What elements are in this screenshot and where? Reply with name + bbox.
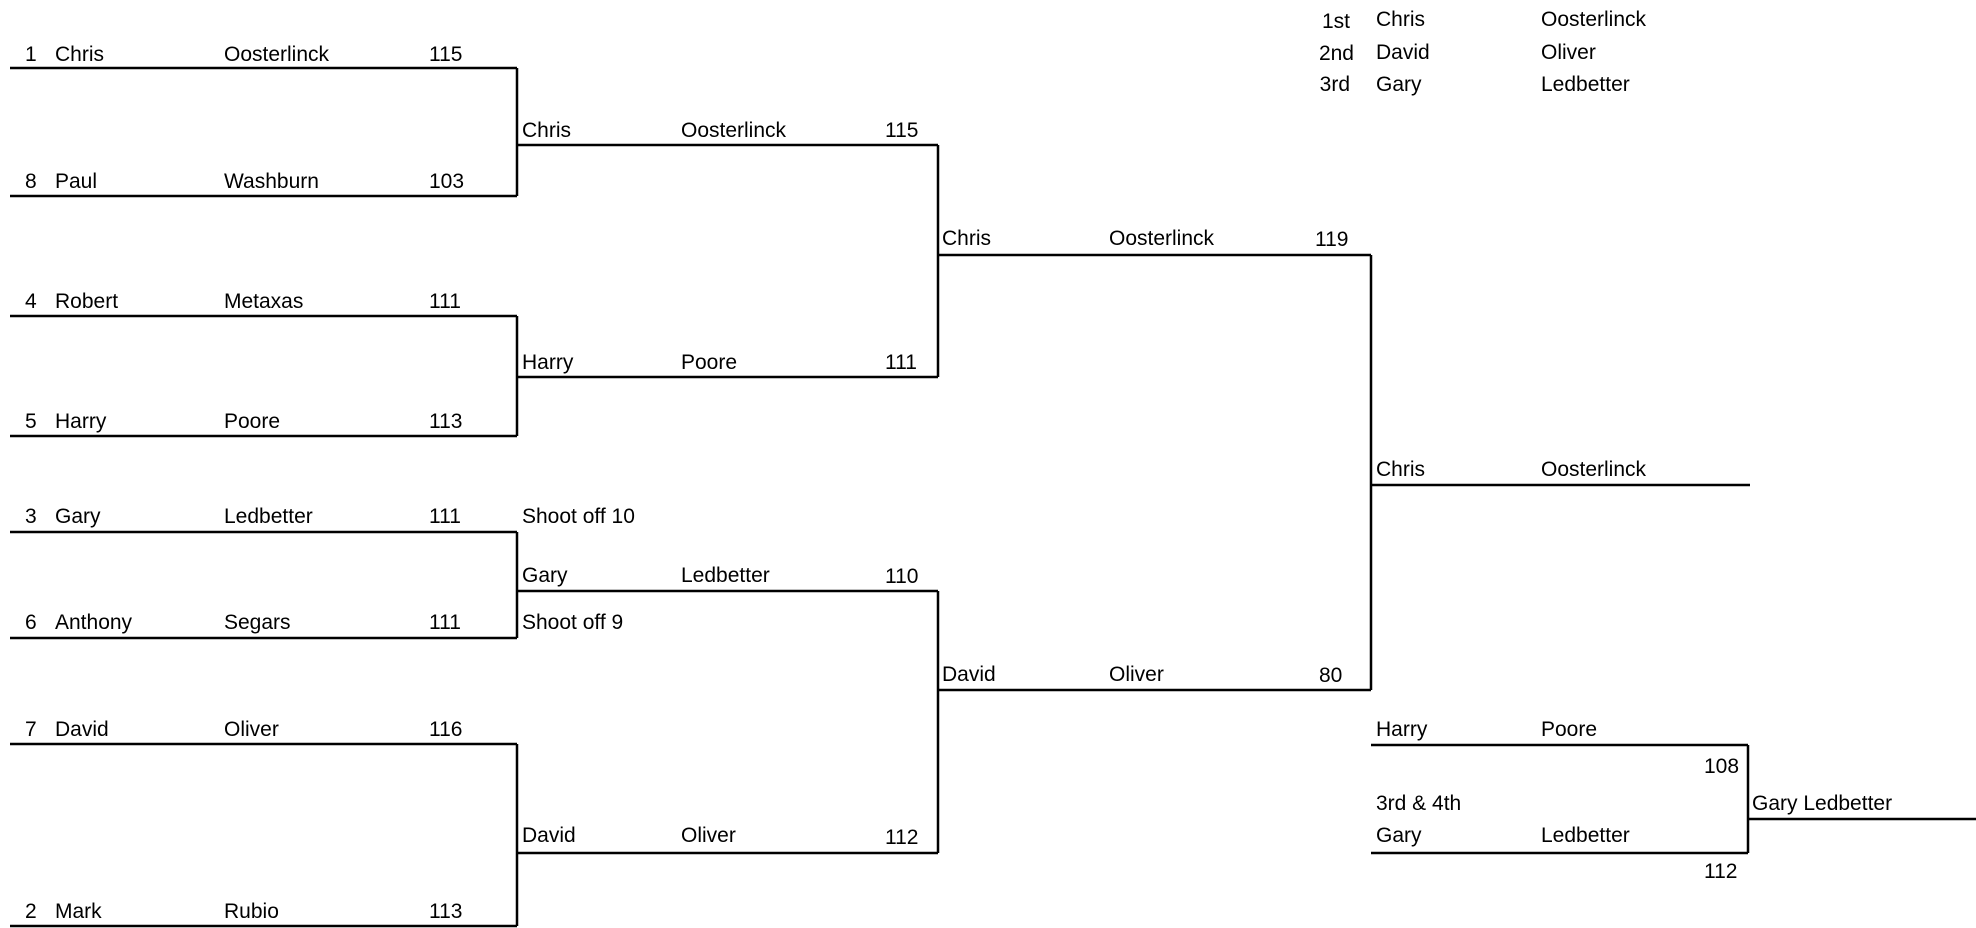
- third-place-match: [1376, 718, 1892, 883]
- seed: 3: [25, 505, 37, 528]
- first-name: Mark: [55, 900, 102, 923]
- r1-entry-8: [25, 900, 462, 923]
- first-name: David: [942, 663, 996, 686]
- podium-3rd: [1320, 73, 1630, 96]
- first-name: Gary: [55, 505, 101, 528]
- third-place-winner: Gary Ledbetter: [1752, 792, 1893, 815]
- score: 116: [429, 718, 463, 741]
- shootoff-note: Shoot off 9: [522, 611, 624, 634]
- champion-entry: [1376, 458, 1647, 481]
- score: 80: [1319, 664, 1343, 687]
- seed: 4: [25, 290, 37, 313]
- first-name: David: [1376, 41, 1430, 64]
- score: 111: [885, 351, 917, 374]
- score: 115: [885, 119, 919, 142]
- score: 103: [429, 170, 465, 193]
- round2-entries: [522, 119, 918, 849]
- last-name: Ledbetter: [1541, 73, 1630, 96]
- shootoff-note: Shoot off 10: [522, 505, 635, 528]
- podium-1st: [1322, 8, 1647, 33]
- first-name: Gary: [1376, 73, 1422, 96]
- score: 112: [885, 826, 919, 849]
- r2-entry-4: [522, 824, 918, 849]
- last-name: Oosterlinck: [681, 119, 787, 142]
- score: 119: [1315, 228, 1349, 251]
- score: 115: [429, 43, 463, 66]
- r2-entry-2: [522, 351, 917, 374]
- r1-entry-5: [25, 505, 461, 528]
- seed: 8: [25, 170, 37, 193]
- seed: 2: [25, 900, 37, 923]
- last-name: Oliver: [1109, 663, 1164, 686]
- third-place-label: 3rd & 4th: [1376, 792, 1462, 815]
- seed: 7: [25, 718, 37, 741]
- r1-entry-4: [25, 410, 462, 433]
- score: 111: [429, 611, 461, 634]
- last-name: Oliver: [1541, 41, 1596, 64]
- r2-entry-1: [522, 119, 918, 142]
- last-name: Metaxas: [224, 290, 304, 313]
- third-place-top-score: 108: [1704, 755, 1740, 778]
- last-name: Oosterlinck: [1541, 8, 1647, 31]
- round3-entries: [942, 227, 1348, 687]
- seed: 5: [25, 410, 37, 433]
- place-label: 3rd: [1319, 73, 1350, 96]
- last-name: Ledbetter: [224, 505, 313, 528]
- last-name: Poore: [681, 351, 738, 374]
- place-label: 2nd: [1318, 42, 1354, 65]
- bracket-lines: [10, 68, 1976, 926]
- first-name: Chris: [1376, 458, 1426, 481]
- last-name: Washburn: [224, 170, 319, 193]
- last-name: Ledbetter: [681, 564, 770, 587]
- first-name: David: [522, 824, 576, 847]
- last-name: Oliver: [681, 824, 736, 847]
- r1-entry-2: [25, 170, 464, 193]
- first-name: Gary: [522, 564, 568, 587]
- podium-2nd: [1319, 41, 1596, 65]
- score: 113: [429, 410, 463, 433]
- first-name: David: [55, 718, 109, 741]
- third-place-top-last: Poore: [1541, 718, 1598, 741]
- last-name: Poore: [224, 410, 281, 433]
- r2-entry-3: [522, 564, 918, 588]
- third-place-bottom-last: Ledbetter: [1541, 824, 1630, 847]
- r1-entry-7: [25, 718, 462, 741]
- score: 110: [885, 565, 919, 588]
- r1-entry-1: [25, 43, 462, 66]
- score: 111: [429, 505, 461, 528]
- first-name: Chris: [942, 227, 992, 250]
- r3-entry-2: [942, 663, 1342, 687]
- seed: 6: [25, 611, 37, 634]
- last-name: Oosterlinck: [1541, 458, 1647, 481]
- first-name: Paul: [55, 170, 98, 193]
- first-name: Chris: [55, 43, 105, 66]
- score: 113: [429, 900, 463, 923]
- round1-entries: [25, 43, 464, 923]
- first-name: Harry: [522, 351, 574, 374]
- first-name: Chris: [1376, 8, 1426, 31]
- r3-entry-1: [942, 227, 1348, 251]
- place-label: 1st: [1321, 10, 1350, 33]
- third-place-bottom-first: Gary: [1376, 824, 1422, 847]
- first-name: Robert: [55, 290, 119, 313]
- r1-entry-3: [25, 290, 461, 313]
- last-name: Segars: [224, 611, 291, 634]
- first-name: Chris: [522, 119, 572, 142]
- last-name: Oliver: [224, 718, 279, 741]
- third-place-bottom-score: 112: [1704, 860, 1738, 883]
- last-name: Oosterlinck: [1109, 227, 1215, 250]
- first-name: Harry: [55, 410, 107, 433]
- podium: [1319, 8, 1647, 96]
- last-name: Oosterlinck: [224, 43, 330, 66]
- third-place-top-first: Harry: [1376, 718, 1428, 741]
- seed: 1: [25, 43, 37, 66]
- score: 111: [429, 290, 461, 313]
- last-name: Rubio: [224, 900, 279, 923]
- r1-entry-6: [25, 611, 461, 634]
- first-name: Anthony: [55, 611, 133, 634]
